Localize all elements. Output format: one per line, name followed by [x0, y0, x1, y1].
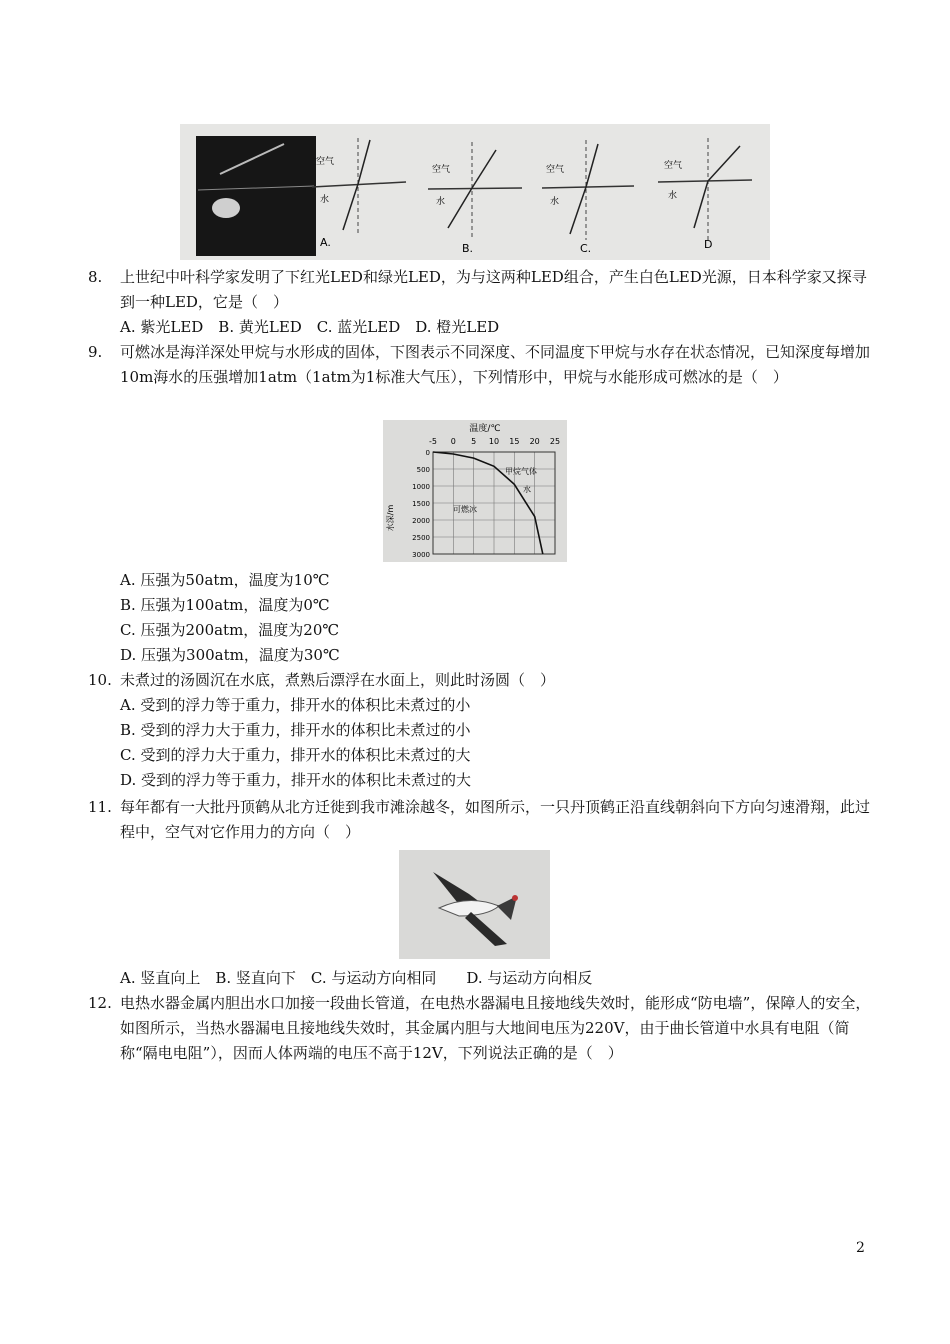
ray-in — [448, 188, 472, 228]
question-10-option-c: C. 受到的浮力大于重力，排开水的体积比未煮过的大 — [120, 746, 471, 764]
chart-x-tick-1: 0 — [450, 437, 456, 446]
ray-out — [358, 140, 370, 184]
question-12 — [88, 991, 878, 1066]
label-air: 空气 — [546, 165, 565, 175]
crane-wing-lower — [465, 912, 507, 946]
ray-out — [472, 150, 496, 188]
question-number: 10. — [88, 671, 112, 689]
chart-x-tick-3: 10 — [488, 437, 500, 446]
crane-body — [439, 900, 499, 916]
chart-x-tick-2: 5 — [471, 437, 477, 446]
interface-line — [428, 188, 522, 189]
chart-y-title: 水深/m — [386, 504, 395, 532]
refraction-diagram-d — [658, 138, 752, 251]
question-text: 可燃冰是海洋深处甲烷与水形成的固体，下图表示不同深度、不同温度下甲烷与水存在状态情况，已知深度每增加10m海水的压强增加1atm（1atm为1标准大气压），下列情形中，甲烷与水能形成可燃冰的是（ ） — [120, 343, 871, 386]
question-number: 12. — [88, 994, 112, 1012]
hydrate-chart-svg — [383, 420, 567, 562]
chart-x-tick-4: 15 — [509, 437, 520, 446]
chart-y-tick-4: 2000 — [412, 517, 430, 525]
ray-out — [694, 181, 708, 228]
ray-in — [343, 184, 358, 230]
label-water: 水 — [436, 197, 446, 207]
crane-photo — [399, 850, 550, 959]
ray-in — [708, 146, 740, 181]
chart-x-tick-6: 25 — [549, 437, 561, 446]
refraction-diagram-c — [542, 140, 634, 255]
refraction-diagram-a — [312, 138, 406, 249]
question-number: 8. — [88, 268, 103, 286]
question-9 — [88, 340, 878, 390]
option-label-b: B. — [462, 242, 474, 255]
chart-y-tick-6: 3000 — [412, 551, 430, 559]
label-water: 水 — [668, 191, 678, 201]
page-number: 2 — [856, 1240, 865, 1256]
question-11-options: A. 竖直向上 B. 竖直向下 C. 与运动方向相同 D. 与运动方向相反 — [120, 969, 593, 987]
chart-y-tick-2: 1000 — [412, 483, 430, 491]
question-10-option-a: A. 受到的浮力等于重力，排开水的体积比未煮过的小 — [120, 696, 471, 714]
question-10 — [88, 668, 878, 693]
interface-line — [542, 186, 634, 188]
interface-line — [658, 180, 752, 182]
ray-out — [570, 187, 586, 234]
refraction-figure-svg — [180, 124, 770, 260]
label-water: 水 — [320, 195, 330, 205]
question-text: 未煮过的汤圆沉在水底，煮熟后漂浮在水面上，则此时汤圆（ ） — [120, 671, 556, 689]
label-air: 空气 — [432, 165, 451, 175]
question-8-options: A. 紫光LED B. 黄光LED C. 蓝光LED D. 橙光LED — [120, 318, 500, 336]
refraction-diagram-b — [428, 142, 522, 255]
question-text: 电热水器金属内胆出水口加接一段曲长管道，在电热水器漏电且接地线失效时，能形成“防电墙”，保障人的安全，如图所示，当热水器漏电且接地线失效时，其金属内胆与大地间电压为220V，由于曲长管道中水具有电阻（简称“隔电电阻”），因而人体两端的电压不高于12V，下列说法正确的是（ ） — [120, 994, 871, 1062]
question-11 — [88, 795, 878, 845]
question-number: 9. — [88, 343, 103, 361]
chart-region-gas: 甲烷气体 — [505, 467, 537, 476]
chart-y-tick-0: 0 — [425, 449, 430, 457]
question-text: 上世纪中叶科学家发明了下红光LED和绿光LED，为与这两种LED组合，产生白色LED光源，日本科学家又探寻到一种LED，它是（ ） — [120, 268, 867, 311]
crane-head — [512, 895, 518, 901]
chart-x-tick-0: -5 — [429, 437, 437, 446]
question-9-option-b: B. 压强为100atm，温度为0℃ — [120, 596, 330, 614]
option-label-a: A. — [320, 236, 331, 249]
photo-pencil-in-water — [196, 136, 316, 256]
question-text: 每年都有一大批丹顶鹤从北方迁徙到我市滩涂越冬，如图所示，一只丹顶鹤正沿直线朝斜向下方向匀速滑翔，此过程中，空气对它作用力的方向（ ） — [120, 798, 871, 841]
question-number: 11. — [88, 798, 112, 816]
question-9-option-d: D. 压强为300atm，温度为30℃ — [120, 646, 340, 664]
question-9-option-c: C. 压强为200atm，温度为20℃ — [120, 621, 340, 639]
ray-in — [586, 144, 598, 187]
chart-y-tick-5: 2500 — [412, 534, 430, 542]
refraction-figure — [180, 124, 770, 260]
methane-hydrate-chart — [383, 420, 567, 562]
photo-fish — [212, 198, 240, 218]
chart-region-water: 水 — [523, 485, 531, 494]
crane-illustration — [399, 850, 550, 959]
question-9-option-a: A. 压强为50atm，温度为10℃ — [120, 571, 330, 589]
label-water: 水 — [550, 197, 560, 207]
chart-region-ice: 可燃冰 — [453, 505, 477, 514]
question-10-option-b: B. 受到的浮力大于重力，排开水的体积比未煮过的小 — [120, 721, 471, 739]
chart-x-title: 温度/℃ — [469, 424, 501, 434]
option-label-d: D — [704, 238, 713, 251]
option-label-c: C. — [580, 242, 592, 255]
chart-x-tick-5: 20 — [529, 437, 540, 446]
question-10-option-d: D. 受到的浮力等于重力，排开水的体积比未煮过的大 — [120, 771, 472, 789]
label-air: 空气 — [664, 161, 683, 171]
chart-y-tick-1: 500 — [416, 466, 430, 474]
question-8 — [88, 265, 878, 315]
chart-y-tick-3: 1500 — [412, 500, 430, 508]
label-air: 空气 — [316, 157, 335, 167]
